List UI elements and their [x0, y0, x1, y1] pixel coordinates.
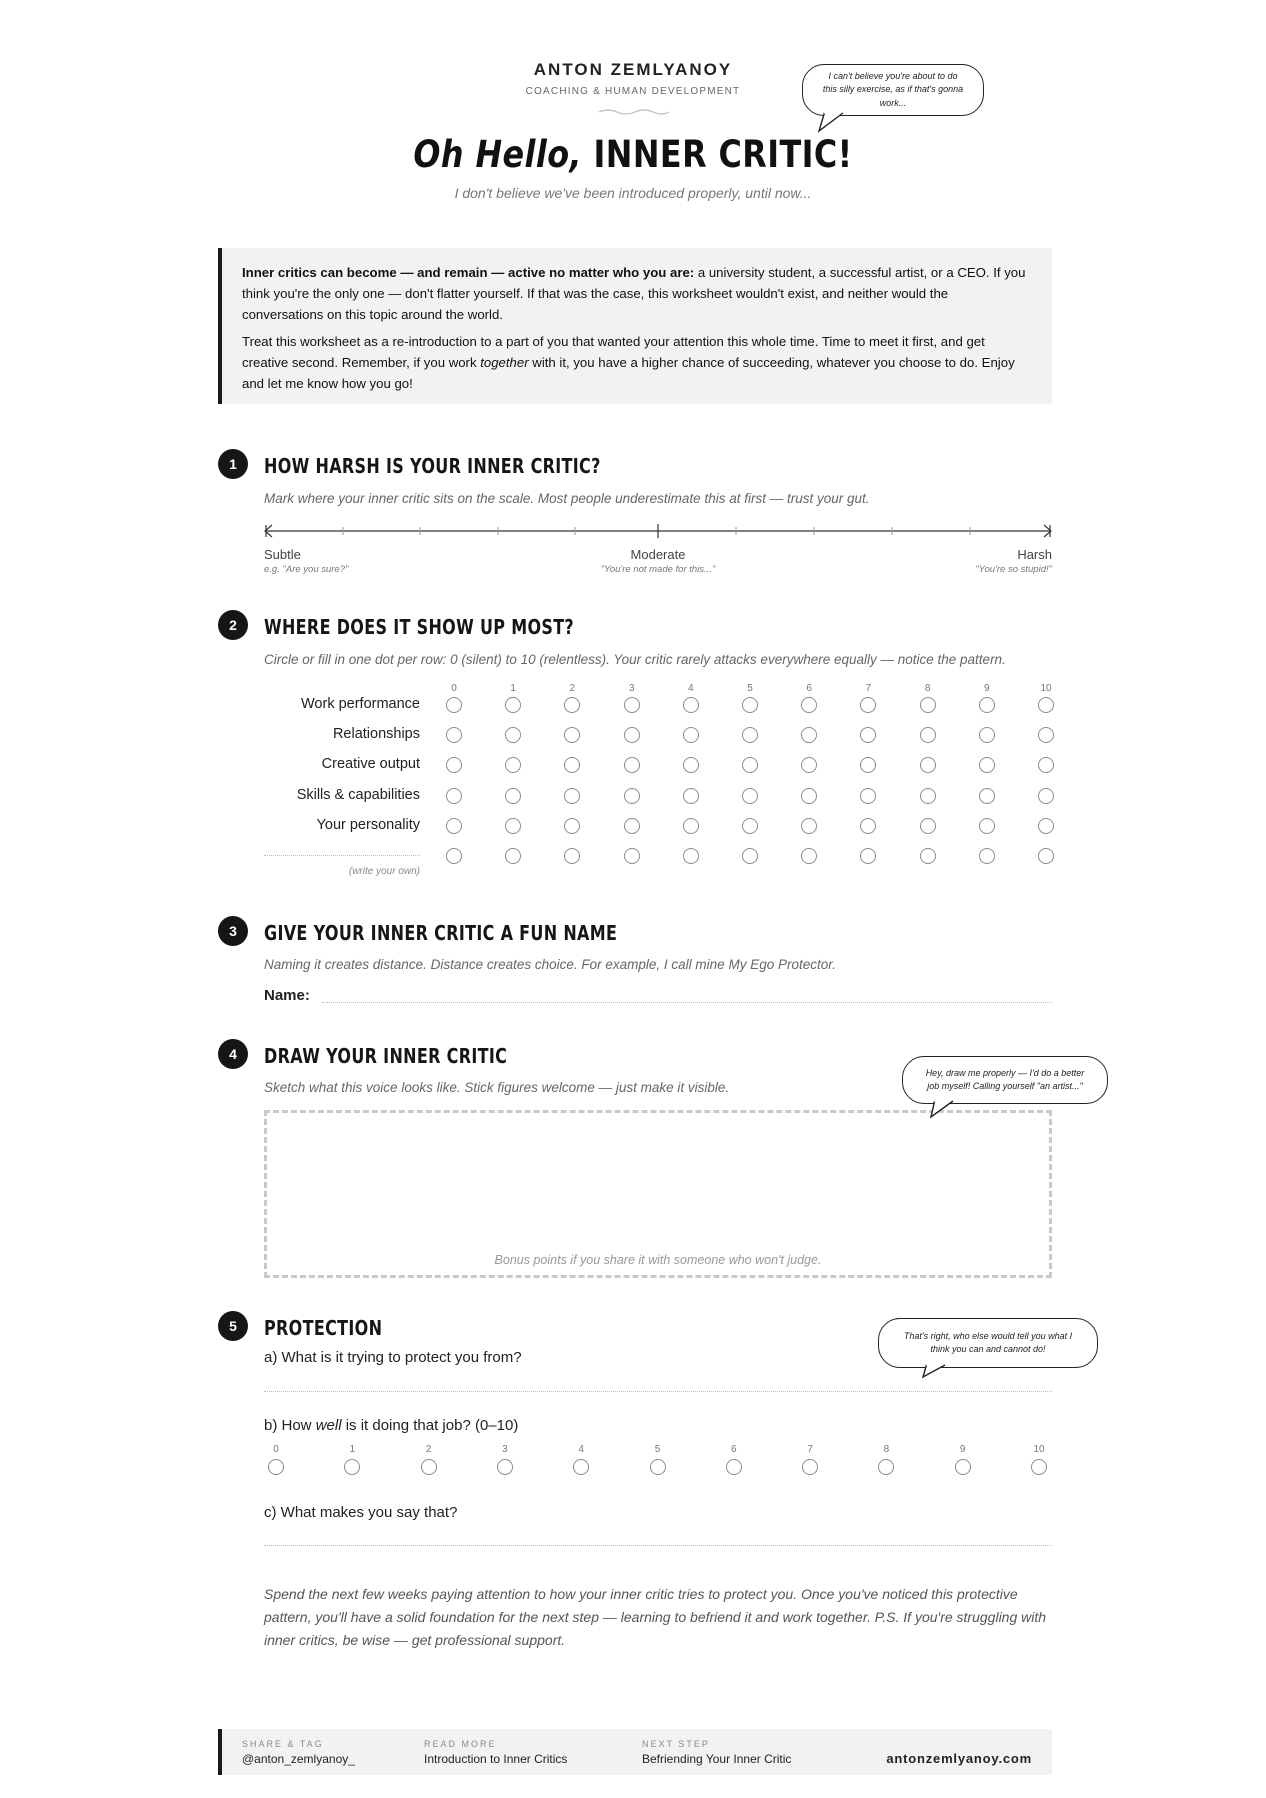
rating-dot[interactable] — [683, 788, 699, 804]
section-4-title: DRAW YOUR INNER CRITIC — [264, 1044, 508, 1068]
rating-dot[interactable] — [624, 848, 640, 864]
grid-column-number: 8 — [924, 683, 931, 694]
grid-column-number: 5 — [747, 683, 753, 694]
speech-bubble-protect-text: That's right, who else would tell you what I think you can and cannot do! — [903, 1330, 1073, 1354]
footer-read-link[interactable]: Introduction to Inner Critics — [424, 1752, 568, 1766]
rating-dot[interactable] — [801, 788, 817, 804]
grid-column-number: 2 — [569, 683, 576, 694]
rating-dot[interactable] — [860, 727, 876, 743]
brand-header — [0, 60, 1266, 97]
rating-dot[interactable] — [979, 727, 995, 743]
answer-c-line[interactable] — [264, 1545, 1052, 1546]
rating-dot[interactable] — [920, 757, 936, 773]
grid-row-label: Relationships — [332, 726, 420, 743]
rating-dot[interactable] — [624, 727, 640, 743]
section-3-description: Naming it creates distance. Distance creates choice. For example, I call mine My Ego Protector. — [264, 957, 836, 972]
footer-share — [242, 1739, 355, 1766]
rating-dot[interactable] — [564, 788, 580, 804]
rating-dot[interactable] — [860, 818, 876, 834]
rating-dot[interactable] — [920, 848, 936, 864]
rating-dot[interactable] — [1038, 757, 1054, 773]
footer-share-heading: SHARE & TAG — [242, 1739, 324, 1749]
rating-dot[interactable] — [802, 1459, 818, 1475]
rating-dot[interactable] — [979, 848, 995, 864]
rating-dot[interactable] — [505, 697, 521, 713]
question-a: a) What is it trying to protect you from? — [264, 1349, 522, 1366]
footer-bar — [218, 1729, 1052, 1775]
rating-dot[interactable] — [860, 848, 876, 864]
write-own-line[interactable] — [264, 855, 420, 856]
speech-tail-icon — [927, 1099, 963, 1121]
section-5-title: PROTECTION — [264, 1316, 383, 1340]
section-4-description: Sketch what this voice looks like. Stick figures welcome — just make it visible. — [264, 1080, 730, 1095]
rating-dot[interactable] — [979, 757, 995, 773]
drawing-bonus-note: Bonus points if you share it with someone who won't judge. — [494, 1253, 822, 1267]
rating-dot[interactable] — [564, 848, 580, 864]
rating-dot[interactable] — [742, 848, 758, 864]
rating-dot[interactable] — [564, 818, 580, 834]
rating-dot[interactable] — [801, 848, 817, 864]
rating-dot[interactable] — [801, 818, 817, 834]
rating-dot[interactable] — [801, 727, 817, 743]
scale-mid-example: "You're not made for this..." — [600, 564, 716, 575]
speech-bubble-top — [802, 64, 984, 116]
rating-dot[interactable] — [1031, 1459, 1047, 1475]
grid-row-label: Work performance — [301, 696, 420, 712]
rating-dot[interactable] — [726, 1459, 742, 1475]
grid-column-number: 4 — [688, 683, 694, 694]
grid-column-number: 0 — [451, 683, 457, 694]
rating-dot[interactable] — [446, 818, 462, 834]
question-b: b) How well is it doing that job? (0–10) — [264, 1417, 519, 1434]
brand-subtitle: COACHING & HUMAN DEVELOPMENT — [525, 86, 741, 97]
rating-dot[interactable] — [878, 1459, 894, 1475]
footer-share-handle[interactable]: @anton_zemlyanoy_ — [242, 1752, 355, 1766]
rating-dot[interactable] — [920, 788, 936, 804]
speech-bubble-draw-text: Hey, draw me properly — I'd do a better job myself! Calling yourself "an artist..." — [925, 1067, 1085, 1091]
footer-read — [424, 1739, 567, 1766]
harshness-scale-slider[interactable] — [262, 520, 1056, 544]
closing-note: Spend the next few weeks paying attention to how your inner critic tries to protect you. Once you've noticed this protective pattern, you'll have a solid foundation for the next step — learning to befriend it and work together. P.S. If you're struggling with inner critics, be wise — get professional support. — [264, 1586, 1047, 1648]
rating-dot[interactable] — [742, 818, 758, 834]
rating-dot[interactable] — [860, 788, 876, 804]
section-3-number: 3 — [218, 916, 248, 946]
rating-dot[interactable] — [801, 697, 817, 713]
scale-left-example: e.g. "Are you sure?" — [264, 564, 349, 575]
intro-paragraph-2: Treat this worksheet as a re-introduction to a part of you that wanted your attention this whole time. Time to meet it first, and get creative second. Remember, if you work together with it, you have a higher chance of succeeding, whatever you choose to do. Enjoy and let me know how you go! — [242, 334, 1015, 391]
rating-dot[interactable] — [624, 788, 640, 804]
rating-dot[interactable] — [564, 697, 580, 713]
rating-dot[interactable] — [683, 727, 699, 743]
scale-number: 9 — [959, 1444, 966, 1455]
rating-dot[interactable] — [742, 697, 758, 713]
rating-dot[interactable] — [683, 757, 699, 773]
speech-bubble-top-text: I can't believe you're about to do this silly exercise, as if that's gonna work... — [822, 71, 964, 108]
intro-callout — [218, 248, 1052, 404]
rating-dot[interactable] — [624, 697, 640, 713]
scale-number: 6 — [731, 1444, 737, 1455]
rating-dot[interactable] — [446, 788, 462, 804]
speech-tail-icon — [817, 111, 853, 135]
section-4-number: 4 — [218, 1039, 248, 1069]
question-c: c) What makes you say that? — [264, 1504, 458, 1521]
scale-right-label: Harsh — [1017, 547, 1052, 562]
scale-number: 4 — [578, 1444, 584, 1455]
scale-mid-label: Moderate — [630, 547, 686, 562]
intro-paragraph-1: Inner critics can become — and remain — active no matter who you are: a university student, a successful artist, or a CEO. If you think you're the only one — don't flatter yourself. If that was the case, this worksheet wouldn't exist, and neither would the conversations on this topic around the world. — [242, 265, 1026, 322]
rating-dot[interactable] — [564, 757, 580, 773]
scale-number: 1 — [349, 1444, 356, 1455]
grid-column-number: 6 — [806, 683, 812, 694]
footer-read-heading: READ MORE — [424, 1739, 497, 1749]
grid-row-label: Creative output — [321, 756, 420, 773]
scale-number: 10 — [1033, 1444, 1045, 1455]
rating-dot[interactable] — [1038, 848, 1054, 864]
grid-column-number: 7 — [865, 683, 872, 694]
rating-dot[interactable] — [979, 697, 995, 713]
speech-bubble-draw — [902, 1056, 1108, 1104]
section-5-number: 5 — [218, 1311, 248, 1341]
speech-tail-icon — [919, 1363, 955, 1383]
section-1-number: 1 — [218, 449, 248, 479]
rating-dot[interactable] — [860, 757, 876, 773]
rating-dot[interactable] — [505, 757, 521, 773]
rating-dot[interactable] — [801, 757, 817, 773]
rating-dot[interactable] — [446, 727, 462, 743]
grid-row-label: Skills & capabilities — [296, 786, 420, 803]
rating-dot[interactable] — [268, 1459, 284, 1475]
rating-dot[interactable] — [1038, 788, 1054, 804]
rating-dot[interactable] — [683, 697, 699, 713]
rating-dot[interactable] — [505, 727, 521, 743]
brand-name: ANTON ZEMLYANOY — [533, 60, 733, 79]
squiggle-divider-icon — [597, 108, 671, 116]
rating-dot[interactable] — [1038, 818, 1054, 834]
rating-dot[interactable] — [955, 1459, 971, 1475]
rating-dot[interactable] — [683, 848, 699, 864]
rating-dot[interactable] — [920, 727, 936, 743]
rating-dot[interactable] — [624, 818, 640, 834]
section-2-title: WHERE DOES IT SHOW UP MOST? — [264, 615, 575, 639]
rating-dot[interactable] — [446, 757, 462, 773]
section-1-title: HOW HARSH IS YOUR INNER CRITIC? — [264, 454, 601, 478]
scale-number: 7 — [807, 1444, 813, 1455]
rating-dot[interactable] — [1038, 727, 1054, 743]
scale-number: 2 — [425, 1444, 432, 1455]
scale-number: 8 — [883, 1444, 890, 1455]
rating-dot[interactable] — [683, 818, 699, 834]
scale-left-label: Subtle — [264, 547, 301, 562]
rating-dot[interactable] — [920, 818, 936, 834]
rating-dot[interactable] — [446, 848, 462, 864]
rating-dot[interactable] — [421, 1459, 437, 1475]
footer-next — [642, 1739, 791, 1766]
grid-column-number: 10 — [1040, 683, 1052, 694]
write-own-label: (write your own) — [348, 866, 420, 877]
name-label: Name: — [264, 987, 310, 1004]
rating-dot[interactable] — [920, 697, 936, 713]
scale-number: 3 — [502, 1444, 508, 1455]
grid-row-label: Your personality — [316, 816, 420, 833]
scale-number: 0 — [273, 1444, 279, 1455]
answer-a-line[interactable] — [264, 1391, 1052, 1392]
rating-dot[interactable] — [742, 757, 758, 773]
name-input-line[interactable] — [322, 1002, 1052, 1003]
rating-dot[interactable] — [505, 818, 521, 834]
grid-column-number: 1 — [510, 683, 516, 694]
grid-column-number: 9 — [984, 683, 990, 694]
rating-dot[interactable] — [742, 727, 758, 743]
section-2-number: 2 — [218, 610, 248, 640]
rating-dot[interactable] — [505, 788, 521, 804]
rating-dot[interactable] — [573, 1459, 589, 1475]
rating-dot[interactable] — [446, 697, 462, 713]
footer-next-link[interactable]: Befriending Your Inner Critic — [642, 1752, 792, 1766]
page-subtitle: I don't believe we've been introduced properly, until now... — [454, 185, 812, 201]
rating-dot[interactable] — [1038, 697, 1054, 713]
section-1-description: Mark where your inner critic sits on the scale. Most people underestimate this at first — trust your gut. — [264, 491, 870, 506]
speech-bubble-protect — [878, 1318, 1098, 1368]
rating-dot[interactable] — [344, 1459, 360, 1475]
rating-dot[interactable] — [742, 788, 758, 804]
rating-dot[interactable] — [860, 697, 876, 713]
scale-right-example: "You're so stupid!" — [975, 564, 1052, 575]
rating-dot[interactable] — [505, 848, 521, 864]
rating-dot[interactable] — [979, 788, 995, 804]
rating-dot[interactable] — [650, 1459, 666, 1475]
footer-next-heading: NEXT STEP — [642, 1739, 710, 1749]
section-2-description: Circle or fill in one dot per row: 0 (silent) to 10 (relentless). Your critic rarely attacks everywhere equally — notice the pattern. — [264, 652, 1006, 667]
rating-dot[interactable] — [497, 1459, 513, 1475]
grid-column-number: 3 — [628, 683, 635, 694]
page-title: Oh Hello, INNER CRITIC! — [413, 133, 853, 176]
rating-dot[interactable] — [624, 757, 640, 773]
rating-dot[interactable] — [564, 727, 580, 743]
footer-site-link[interactable]: antonzemlyanoy.com — [886, 1751, 1032, 1766]
section-3-title: GIVE YOUR INNER CRITIC A FUN NAME — [264, 921, 618, 945]
rating-dot[interactable] — [979, 818, 995, 834]
scale-number: 5 — [654, 1444, 661, 1455]
